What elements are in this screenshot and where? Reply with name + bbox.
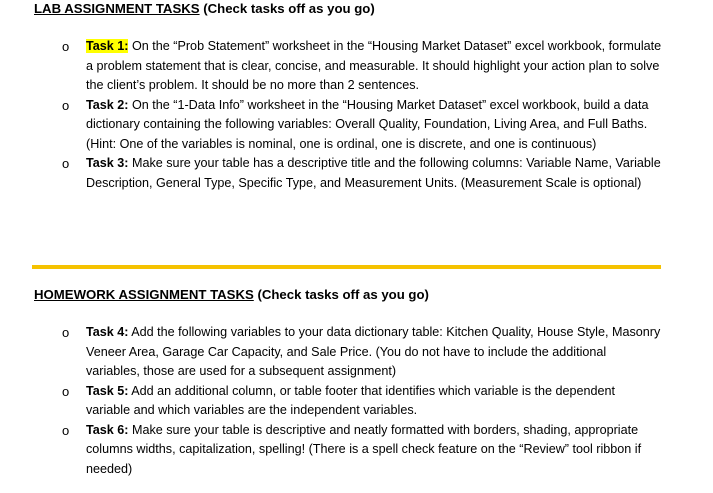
- task-label: Task 1:: [86, 39, 129, 53]
- checkbox-bullet-icon: o: [62, 422, 70, 438]
- lab-heading: [34, 0, 375, 18]
- checkbox-bullet-icon: o: [62, 97, 70, 113]
- lab-task-3: [62, 154, 662, 193]
- homework-task-6: [62, 421, 662, 480]
- task-text: Add an additional column, or table footer that identifies which variable is the dependent variable and which variables are the independent variables.: [86, 383, 616, 417]
- section-divider: [32, 265, 661, 269]
- homework-task-list: [62, 323, 662, 479]
- lab-task-list: [62, 37, 662, 193]
- task-text: On the “1-Data Info” worksheet in the “Housing Market Dataset” excel workbook, build a data dictionary containing the following variables: Overall Quality, Foundation, Living Area, and Full Baths. (Hint: One of the variables is nominal, one is ordinal, one is discrete, and one is continuous): [86, 97, 649, 151]
- homework-heading-subtitle: (Check tasks off as you go): [253, 287, 429, 302]
- homework-heading-title: HOMEWORK ASSIGNMENT TASKS: [34, 287, 254, 302]
- checkbox-bullet-icon: o: [62, 325, 70, 340]
- task-text: On the “Prob Statement” worksheet in the “Housing Market Dataset” excel workbook, formulate a problem statement that is clear, concise, and measurable. It should highlight your action plan to solve the client’s problem. It should be no more than 2 sentences.: [86, 39, 662, 92]
- lab-heading-subtitle: (Check tasks off as you go): [199, 1, 375, 16]
- checkbox-bullet-icon: o: [62, 39, 70, 54]
- task-text: Make sure your table has a descriptive title and the following columns: Variable Name, Variable Description, General Type, Specific Type, and Measurement Units. (Measurement Scale is optional): [86, 156, 661, 190]
- checkbox-bullet-icon: o: [62, 156, 70, 171]
- lab-heading-title: LAB ASSIGNMENT TASKS: [34, 1, 200, 16]
- task-text: Make sure your table is descriptive and neatly formatted with borders, shading, appropriate columns widths, capitalization, spelling! (There is a spell check feature on the “Review” tool ribbon if needed): [86, 422, 642, 476]
- homework-heading: [34, 286, 429, 304]
- task-text: Add the following variables to your data dictionary table: Kitchen Quality, House Style, Masonry Veneer Area, Garage Car Capacity, and Sale Price. (You do not have to include the additional variables, those are used for a subsequent assignment): [86, 325, 661, 378]
- lab-task-2: [62, 96, 662, 155]
- task-label: Task 3:: [86, 156, 129, 170]
- lab-task-1: [62, 37, 662, 96]
- task-label: Task 6:: [86, 422, 129, 437]
- homework-task-5: [62, 382, 662, 421]
- task-label: Task 2:: [86, 97, 129, 112]
- task-label: Task 4:: [86, 325, 129, 339]
- homework-task-4: [62, 323, 662, 382]
- checkbox-bullet-icon: o: [62, 383, 70, 399]
- task-label: Task 5:: [86, 383, 129, 398]
